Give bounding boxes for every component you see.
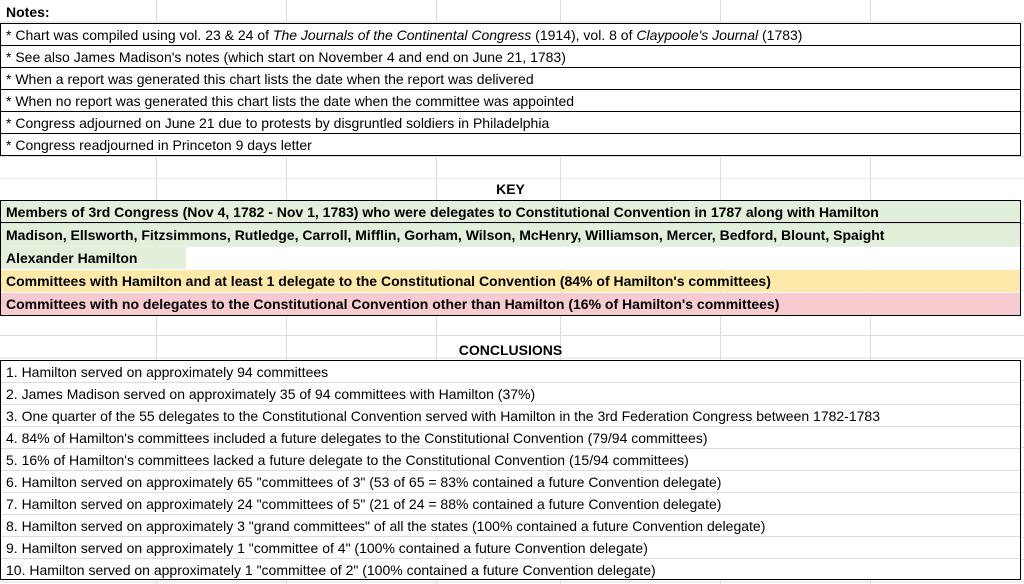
note-item-1-prefix: * Chart was compiled using vol. 23 & 24 of — [6, 27, 273, 43]
conclusion-item-5[interactable]: 5. 16% of Hamilton's committees lacked a future delegate to the Constitutional Convention (15/94 committees) — [1, 449, 1020, 471]
key-box — [0, 200, 1021, 316]
note-item-1[interactable] — [1, 24, 1020, 46]
notes-box — [0, 23, 1021, 156]
conclusion-item-9[interactable]: 9. Hamilton served on approximately 1 "committee of 4" (100% contained a future Convention delegate) — [1, 537, 1020, 559]
key-no-delegate[interactable]: Committees with no delegates to the Constitutional Convention other than Hamilton (16% of Hamilton's committees) — [1, 293, 1020, 315]
conclusion-item-3[interactable]: 3. One quarter of the 55 delegates to the Constitutional Convention served with Hamilton in the 3rd Federation Congress between 1782-1783 — [1, 405, 1020, 427]
conclusion-item-6[interactable]: 6. Hamilton served on approximately 65 "committees of 3" (53 of 65 = 83% contained a future Convention delegate) — [1, 471, 1020, 493]
conclusions-heading: CONCLUSIONS — [458, 342, 563, 358]
conclusion-item-7[interactable]: 7. Hamilton served on approximately 24 "committees of 5" (21 of 24 = 88% contained a future Convention delegate) — [1, 493, 1020, 515]
note-item-1-journal-title: The Journals of the Continental Congress — [272, 27, 532, 43]
note-item-5[interactable]: * Congress adjourned on June 21 due to protests by disgruntled soldiers in Philadelphia — [1, 112, 1020, 134]
note-item-1-claypoole-title: Claypoole's Journal — [636, 27, 759, 43]
key-members-header[interactable]: Members of 3rd Congress (Nov 4, 1782 - Nov 1, 1783) who were delegates to Constitutional Convention in 1787 along with Hamilton — [1, 201, 1020, 223]
key-members-list[interactable]: Madison, Ellsworth, Fitzsimmons, Rutledge, Carroll, Mifflin, Gorham, Wilson, McHenry, Williamson, Mercer, Bedford, Blount, Spaight — [1, 224, 1020, 246]
key-hamilton[interactable]: Alexander Hamilton — [1, 247, 186, 269]
note-item-1-suffix: (1783) — [758, 27, 803, 43]
notes-heading: Notes: — [6, 4, 50, 20]
conclusion-item-1[interactable]: 1. Hamilton served on approximately 94 committees — [1, 361, 1020, 383]
key-hamilton-spacer — [186, 247, 1020, 269]
conclusion-item-10[interactable]: 10. Hamilton served on approximately 1 "committee of 2" (100% contained a future Convention delegate) — [6, 562, 656, 578]
conclusions-box — [0, 360, 1021, 580]
conclusion-item-8[interactable]: 8. Hamilton served on approximately 3 "grand committees" of all the states (100% contained a future Convention delegate) — [1, 515, 1020, 537]
conclusion-item-4[interactable]: 4. 84% of Hamilton's committees included a future delegates to the Constitutional Convention (79/94 committees) — [1, 427, 1020, 449]
note-item-3[interactable]: * When a report was generated this chart lists the date when the report was delivered — [1, 68, 1020, 90]
conclusion-item-2[interactable]: 2. James Madison served on approximately 35 of 94 committees with Hamilton (37%) — [1, 383, 1020, 405]
note-item-4[interactable]: * When no report was generated this chart lists the date when the committee was appointed — [1, 90, 1020, 112]
key-with-delegate[interactable]: Committees with Hamilton and at least 1 delegate to the Constitutional Convention (84% of Hamilton's committees) — [1, 270, 1020, 292]
note-item-1-mid: (1914), vol. 8 of — [531, 27, 637, 43]
key-heading: KEY — [496, 181, 525, 197]
note-item-2[interactable]: * See also James Madison's notes (which start on November 4 and end on June 21, 1783) — [1, 46, 1020, 68]
note-item-6[interactable]: * Congress readjourned in Princeton 9 days letter — [6, 137, 312, 153]
